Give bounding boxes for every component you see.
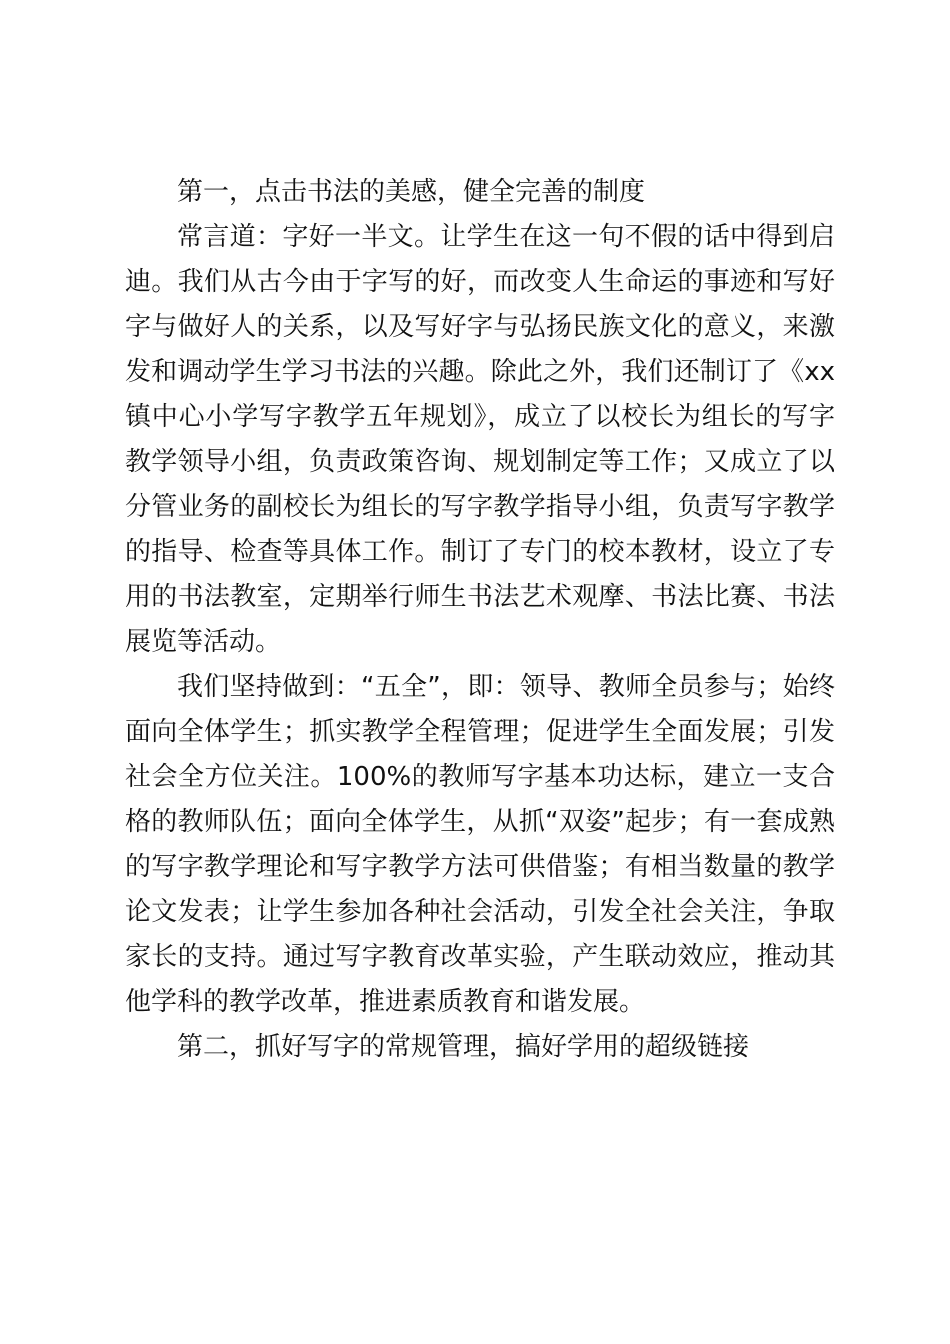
- body-paragraph-1: 常言道：字好一半文。让学生在这一句不假的话中得到启迪。我们从古今由于字写的好，而改变人生命运的事迹和写好字与做好人的关系，以及写好字与弘扬民族文化的意义，来激发和调动学生学习书法的兴趣。除此之外，我们还制订了《xx镇中心小学写字教学五年规划》，成立了以校长为组长的写字教学领导小组，负责政策咨询、规划制定等工作；又成立了以分管业务的副校长为组长的写字教学指导小组，负责写字教学的指导、检查等具体工作。制订了专门的校本教材，设立了专用的书法教室，定期举行师生书法艺术观摩、书法比赛、书法展览等活动。: [125, 222, 835, 657]
- section-heading-2: 第二，抓好写字的常规管理，搞好学用的超级链接: [177, 1032, 750, 1062]
- section-heading-1: 第一，点击书法的美感，健全完善的制度: [177, 177, 646, 207]
- body-paragraph-2: 我们坚持做到：“五全”，即：领导、教师全员参与；始终面向全体学生；抓实教学全程管理；促进学生全面发展；引发社会全方位关注。100%的教师写字基本功达标，建立一支合格的教师队伍；面向全体学生，从抓“双姿”起步；有一套成熟的写字教学理论和写字教学方法可供借鉴；有相当数量的教学论文发表；让学生参加各种社会活动，引发全社会关注，争取家长的支持。通过写字教育改革实验，产生联动效应，推动其他学科的教学改革，推进素质教育和谐发展。: [125, 672, 835, 1017]
- document-page: [125, 170, 835, 1070]
